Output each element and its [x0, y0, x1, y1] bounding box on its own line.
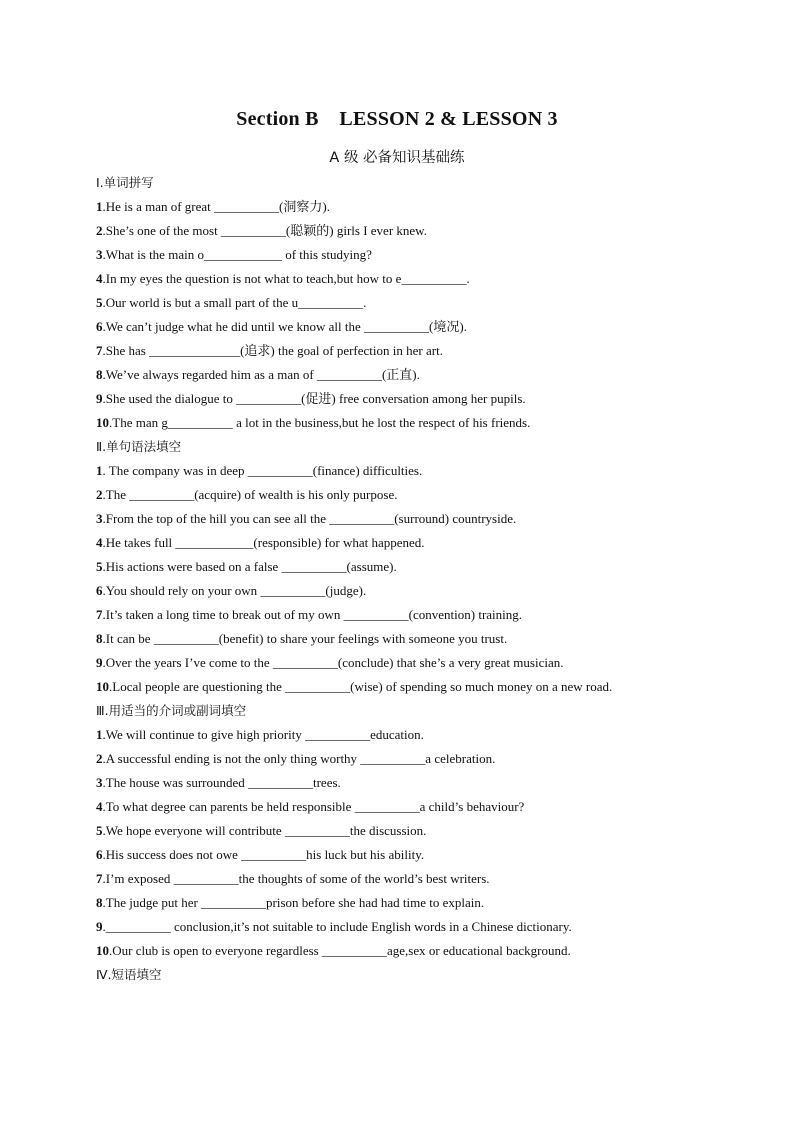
question-item [96, 291, 716, 315]
question-number: 1 [96, 463, 103, 478]
question-item [96, 627, 716, 651]
question-item [96, 675, 716, 699]
question-number: 4 [96, 535, 103, 550]
question-number: 7 [96, 871, 103, 886]
question-item [96, 843, 716, 867]
question-item [96, 507, 716, 531]
question-item [96, 243, 716, 267]
question-text: .I’m exposed __________the thoughts of some of the world’s best writers. [102, 871, 490, 886]
question-number: 2 [96, 751, 103, 766]
question-item [96, 795, 716, 819]
question-number: 7 [96, 607, 103, 622]
question-text: . The company was in deep __________(finance) difficulties. [102, 463, 423, 478]
question-item [96, 411, 716, 435]
question-item [96, 603, 716, 627]
question-text: .You should rely on your own __________(judge). [102, 583, 367, 598]
question-text: .__________ conclusion,it’s not suitable to include English words in a Chinese dictionary. [102, 919, 572, 934]
question-text: .We can’t judge what he did until we know all the __________(境况). [102, 319, 467, 334]
question-item [96, 891, 716, 915]
question-item [96, 531, 716, 555]
question-text: .His success does not owe __________his luck but his ability. [102, 847, 425, 862]
question-number: 5 [96, 559, 103, 574]
question-text: .It’s taken a long time to break out of my own __________(convention) training. [102, 607, 523, 622]
question-number: 8 [96, 367, 103, 382]
section-heading-3: Ⅲ.用适当的介词或副词填空 [96, 703, 247, 718]
question-number: 8 [96, 631, 103, 646]
question-item [96, 579, 716, 603]
question-text: .Our club is open to everyone regardless __________age,sex or educational background. [109, 943, 571, 958]
question-number: 9 [96, 391, 103, 406]
question-number: 3 [96, 511, 103, 526]
question-text: .He is a man of great __________(洞察力). [102, 199, 330, 214]
section-heading-4: Ⅳ.短语填空 [96, 967, 162, 982]
question-item [96, 483, 716, 507]
question-text: .What is the main o____________ of this studying? [102, 247, 372, 262]
question-item [96, 651, 716, 675]
question-number: 3 [96, 775, 103, 790]
question-text: .She has ______________(追求) the goal of perfection in her art. [102, 343, 443, 358]
question-text: .Over the years I’ve come to the __________(conclude) that she’s a very great musician. [102, 655, 564, 670]
question-item [96, 771, 716, 795]
question-text: .The __________(acquire) of wealth is his only purpose. [102, 487, 398, 502]
question-item [96, 219, 716, 243]
question-number: 10 [96, 943, 109, 958]
question-text: .To what degree can parents be held responsible __________a child’s behaviour? [102, 799, 525, 814]
question-text: .We hope everyone will contribute __________the discussion. [102, 823, 427, 838]
exercise-content [96, 171, 716, 987]
question-number: 10 [96, 679, 109, 694]
question-number: 6 [96, 847, 103, 862]
question-text: .Our world is but a small part of the u__________. [102, 295, 367, 310]
question-number: 5 [96, 823, 103, 838]
page-subtitle: A 级 必备知识基础练 [329, 150, 465, 166]
question-text: .She’s one of the most __________(聪颖的) girls I ever knew. [102, 223, 427, 238]
question-number: 8 [96, 895, 103, 910]
question-item [96, 195, 716, 219]
question-number: 10 [96, 415, 109, 430]
question-item [96, 555, 716, 579]
question-text: .A successful ending is not the only thing worthy __________a celebration. [102, 751, 496, 766]
question-number: 2 [96, 487, 103, 502]
question-text: .The judge put her __________prison before she had had time to explain. [102, 895, 485, 910]
question-text: .The house was surrounded __________trees. [102, 775, 341, 790]
question-item [96, 267, 716, 291]
question-item [96, 339, 716, 363]
question-number: 4 [96, 271, 103, 286]
question-item [96, 315, 716, 339]
question-number: 6 [96, 319, 103, 334]
question-item [96, 723, 716, 747]
page-title: Section B LESSON 2 & LESSON 3 [236, 108, 558, 130]
question-text: .It can be __________(benefit) to share your feelings with someone you trust. [102, 631, 508, 646]
question-text: .From the top of the hill you can see all the __________(surround) countryside. [102, 511, 517, 526]
question-item [96, 363, 716, 387]
question-item [96, 819, 716, 843]
question-number: 7 [96, 343, 103, 358]
question-item [96, 867, 716, 891]
question-number: 9 [96, 919, 103, 934]
question-text: .We’ve always regarded him as a man of __________(正直). [102, 367, 420, 382]
question-item [96, 459, 716, 483]
question-number: 9 [96, 655, 103, 670]
section-heading-1: Ⅰ.单词拼写 [96, 175, 154, 190]
question-number: 2 [96, 223, 103, 238]
question-item [96, 387, 716, 411]
question-number: 6 [96, 583, 103, 598]
question-number: 3 [96, 247, 103, 262]
question-item [96, 939, 716, 963]
question-text: .She used the dialogue to __________(促进) free conversation among her pupils. [102, 391, 526, 406]
section-heading-2: Ⅱ.单句语法填空 [96, 439, 182, 454]
question-number: 4 [96, 799, 103, 814]
question-text: .Local people are questioning the __________(wise) of spending so much money on a new road. [109, 679, 613, 694]
question-text: .His actions were based on a false __________(assume). [102, 559, 397, 574]
question-number: 5 [96, 295, 103, 310]
question-number: 1 [96, 727, 103, 742]
question-text: .He takes full ____________(responsible) for what happened. [102, 535, 425, 550]
question-text: .The man g__________ a lot in the business,but he lost the respect of his friends. [109, 415, 531, 430]
question-number: 1 [96, 199, 103, 214]
question-text: .In my eyes the question is not what to teach,but how to e__________. [102, 271, 470, 286]
question-text: .We will continue to give high priority __________education. [102, 727, 424, 742]
question-item [96, 915, 716, 939]
question-item [96, 747, 716, 771]
